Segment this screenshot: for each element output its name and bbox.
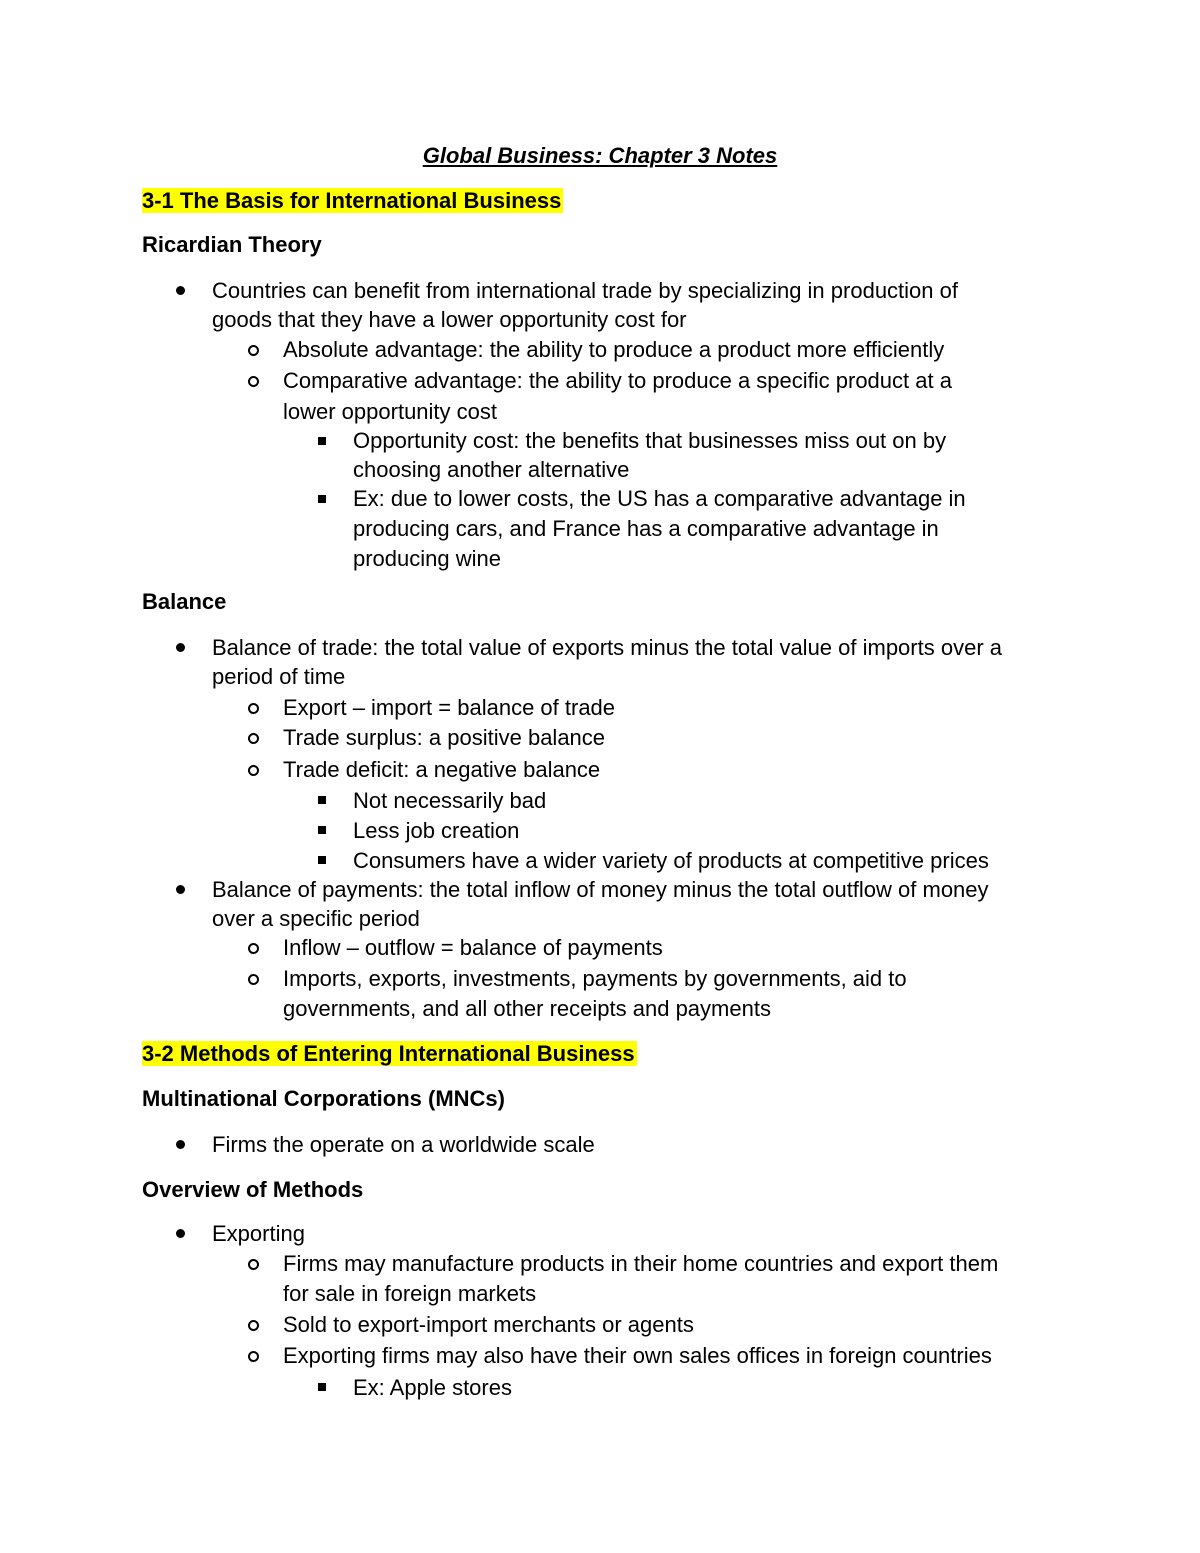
- subheading-ricardian-theory: Ricardian Theory: [142, 232, 322, 257]
- bullet-circle-icon: [248, 733, 259, 744]
- list-item: Balance of payments: the total inflow of money minus the total outflow of money: [212, 877, 989, 902]
- list-item: Ex: due to lower costs, the US has a comparative advantage in: [353, 486, 966, 511]
- list-item: Sold to export-import merchants or agents: [283, 1312, 694, 1337]
- list-item: Inflow – outflow = balance of payments: [283, 935, 663, 960]
- bullet-square-icon: [318, 796, 326, 804]
- list-item: Trade deficit: a negative balance: [283, 757, 601, 782]
- section-heading-3-1: 3-1 The Basis for International Business: [142, 188, 562, 213]
- subheading-overview-of-methods: Overview of Methods: [142, 1177, 364, 1202]
- bullet-square-icon: [318, 856, 326, 864]
- list-item: Comparative advantage: the ability to produce a specific product at a: [283, 368, 952, 393]
- bullet-square-icon: [318, 437, 326, 445]
- list-item: Imports, exports, investments, payments by governments, aid to: [283, 966, 907, 991]
- document-title: Global Business: Chapter 3 Notes: [422, 143, 778, 168]
- list-item: Firms the operate on a worldwide scale: [212, 1132, 595, 1157]
- bullet-square-icon: [318, 495, 326, 503]
- list-item-continuation: for sale in foreign markets: [283, 1281, 537, 1306]
- list-item: Ex: Apple stores: [353, 1375, 512, 1400]
- list-item: Less job creation: [353, 818, 520, 843]
- bullet-circle-icon: [248, 974, 259, 985]
- list-item-continuation: governments, and all other receipts and payments: [283, 996, 771, 1021]
- list-item: Opportunity cost: the benefits that businesses miss out on by: [353, 428, 947, 453]
- list-item: Consumers have a wider variety of products at competitive prices: [353, 848, 989, 873]
- list-item-continuation: lower opportunity cost: [283, 399, 497, 424]
- list-item-continuation: producing wine: [353, 546, 501, 571]
- list-item: Trade surplus: a positive balance: [283, 725, 606, 750]
- bullet-circle-icon: [248, 765, 259, 776]
- list-item-continuation: goods that they have a lower opportunity cost for: [212, 307, 687, 332]
- bullet-circle-icon: [248, 703, 259, 714]
- section-heading-3-2: 3-2 Methods of Entering International Business: [142, 1041, 635, 1066]
- list-item-continuation: producing cars, and France has a comparative advantage in: [353, 516, 939, 541]
- bullet-disc-icon: [176, 1140, 185, 1149]
- list-item: Exporting firms may also have their own sales offices in foreign countries: [283, 1343, 992, 1368]
- bullet-disc-icon: [176, 1229, 185, 1238]
- bullet-disc-icon: [176, 885, 185, 894]
- bullet-circle-icon: [248, 1351, 259, 1362]
- list-item: Export – import = balance of trade: [283, 695, 616, 720]
- bullet-circle-icon: [248, 345, 259, 356]
- list-item-continuation: over a specific period: [212, 906, 420, 931]
- bullet-circle-icon: [248, 1259, 259, 1270]
- bullet-disc-icon: [176, 286, 185, 295]
- subheading-multinational-corporations: Multinational Corporations (MNCs): [142, 1086, 505, 1111]
- list-item: Countries can benefit from international trade by specializing in production of: [212, 278, 958, 303]
- bullet-circle-icon: [248, 376, 259, 387]
- list-item: Not necessarily bad: [353, 788, 547, 813]
- bullet-circle-icon: [248, 1320, 259, 1331]
- subheading-balance: Balance: [142, 589, 227, 614]
- bullet-circle-icon: [248, 943, 259, 954]
- bullet-square-icon: [318, 826, 326, 834]
- list-item: Balance of trade: the total value of exports minus the total value of imports over a: [212, 635, 1002, 660]
- list-item: Exporting: [212, 1221, 305, 1246]
- list-item-continuation: period of time: [212, 664, 346, 689]
- list-item-continuation: choosing another alternative: [353, 457, 630, 482]
- list-item: Absolute advantage: the ability to produce a product more efficiently: [283, 337, 945, 362]
- bullet-square-icon: [318, 1383, 326, 1391]
- bullet-disc-icon: [176, 643, 185, 652]
- list-item: Firms may manufacture products in their home countries and export them: [283, 1251, 999, 1276]
